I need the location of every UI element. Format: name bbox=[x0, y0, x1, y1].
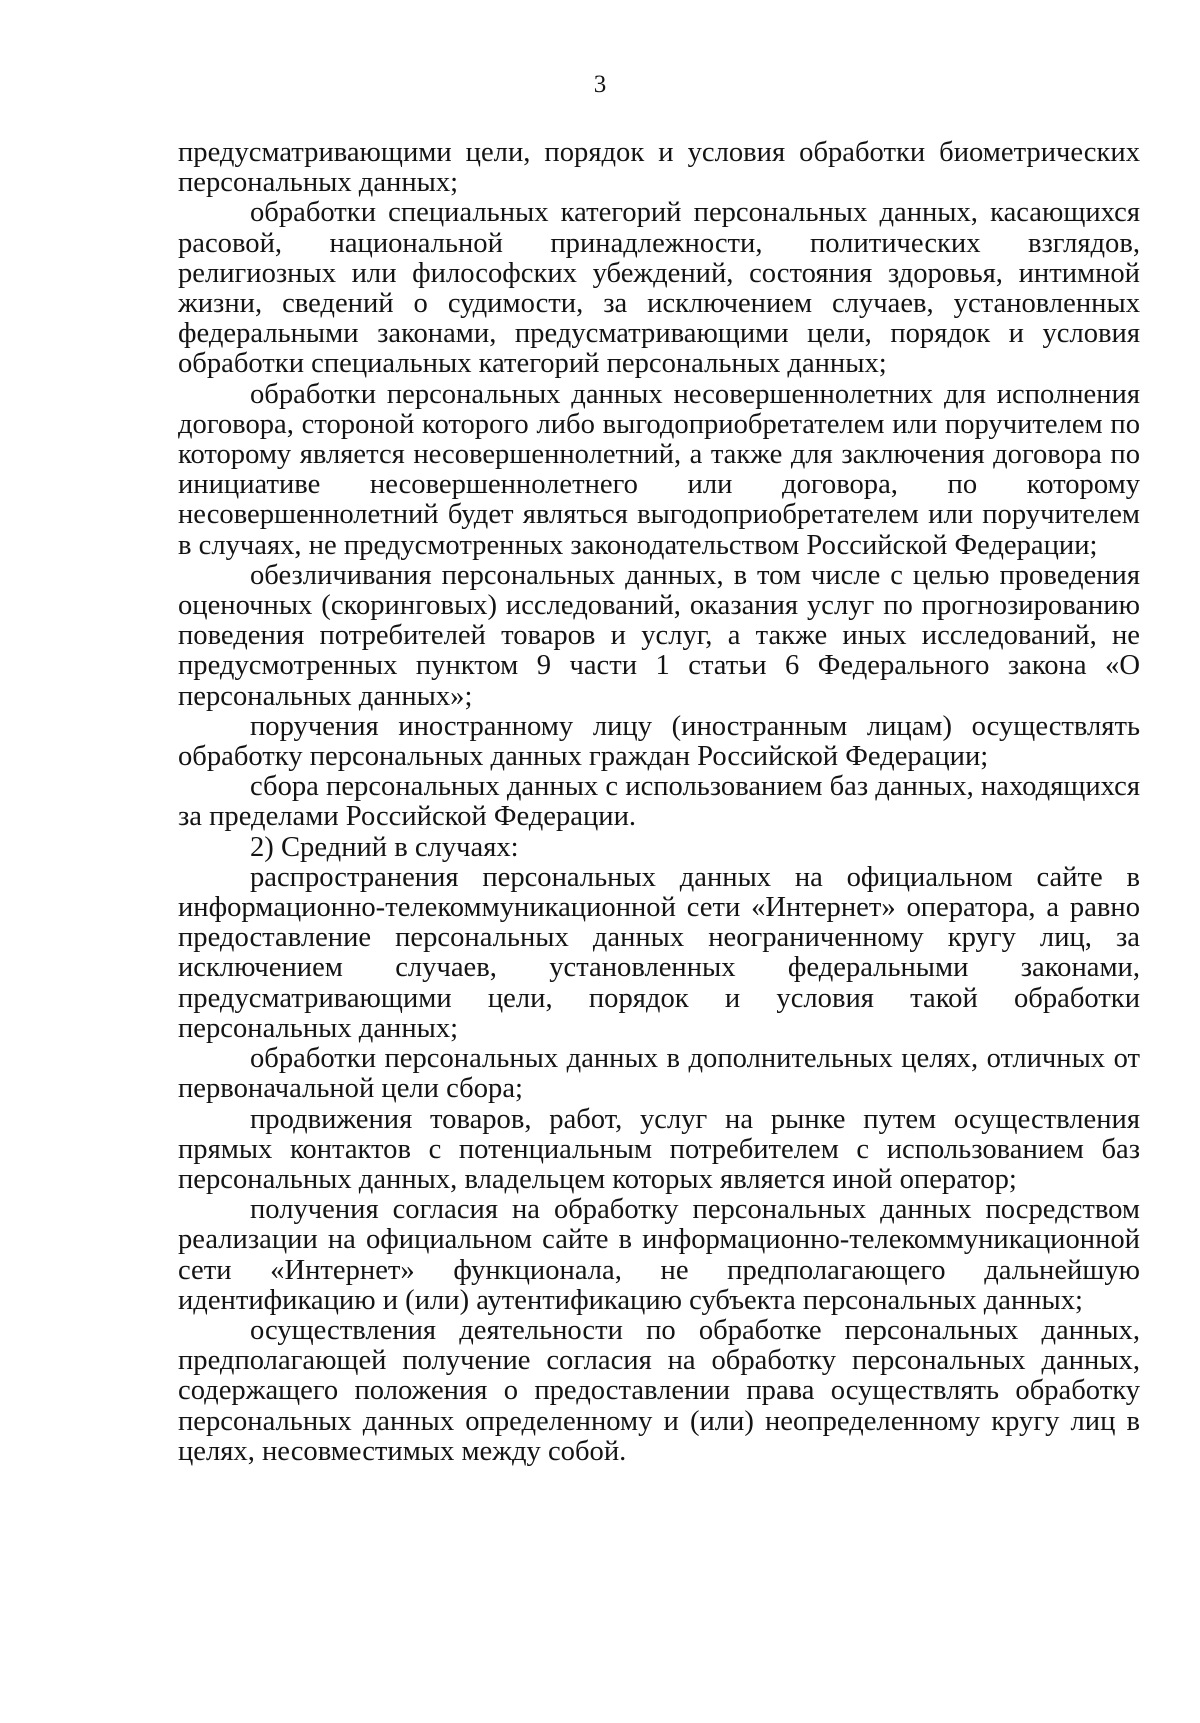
paragraph-dissemination: распространения персональных данных на официальном сайте в информационно-телекоммуникационной сети «Интернет» оператора, а равно предоставление персональных данных неограниченному кругу лиц, за исключением случаев, установленных федеральными законами, предусматривающими цели, порядок и условия такой обработки персональных данных; bbox=[178, 861, 1140, 1044]
document-body bbox=[178, 138, 1140, 1467]
paragraph-additional-purposes: обработки персональных данных в дополнительных целях, отличных от первоначальной цели сбора; bbox=[178, 1043, 1140, 1105]
paragraph-foreign-entrustment: поручения иностранному лицу (иностранным лицам) осуществлять обработку персональных данных граждан Российской Федерации; bbox=[178, 710, 1140, 773]
paragraph-anonymization: обезличивания персональных данных, в том числе с целью проведения оценочных (скоринговых) исследований, оказания услуг по прогнозированию поведения потребителей товаров и услуг, а также иных исследований, не предусмотренных пунктом 9 части 1 статьи 6 Федерального закона «О персональных данных»; bbox=[178, 559, 1140, 712]
paragraph-foreign-databases: сбора персональных данных с использованием баз данных, находящихся за пределами Российской Федерации. bbox=[178, 771, 1140, 833]
paragraph-medium-level-heading: 2) Средний в случаях: bbox=[250, 831, 519, 863]
paragraph-consent-website: получения согласия на обработку персональных данных посредством реализации на официальном сайте в информационно-телекоммуникационной сети «Интернет» функционала, не предполагающего дальнейшую идентификацию и (или) аутентификацию субъекта персональных данных; bbox=[178, 1194, 1140, 1316]
paragraph-special-categories: обработки специальных категорий персональных данных, касающихся расовой, национальной принадлежности, политических взглядов, религиозных или философских убеждений, состояния здоровья, интимной жизни, сведений о судимости, за исключением случаев, установленных федеральными законами, предусматривающими цели, порядок и условия обработки специальных категорий персональных данных; bbox=[178, 197, 1140, 380]
paragraph-promotion: продвижения товаров, работ, услуг на рынке путем осуществления прямых контактов с потенциальным потребителем с использованием баз персональных данных, владельцем которых является иной оператор; bbox=[178, 1103, 1140, 1195]
paragraph-biometric-continuation: предусматривающими цели, порядок и условия обработки биометрических персональных данных; bbox=[178, 137, 1140, 199]
paragraph-minors: обработки персональных данных несовершеннолетних для исполнения договора, стороной которого либо выгодоприобретателем или поручителем по которому является несовершеннолетний, а также для заключения договора по инициативе несовершеннолетнего или договора, по которому несовершеннолетний будет являться выгодоприобретателем или поручителем в случаях, не предусмотренных законодательством Российской Федерации; bbox=[178, 378, 1140, 561]
paragraph-incompatible-purposes: осуществления деятельности по обработке персональных данных, предполагающей получение согласия на обработку персональных данных, содержащего положения о предоставлении права осуществлять обработку персональных данных определенному и (или) неопределенному кругу лиц в целях, несовместимых между собой. bbox=[178, 1314, 1140, 1467]
page-number: 3 bbox=[593, 71, 607, 98]
